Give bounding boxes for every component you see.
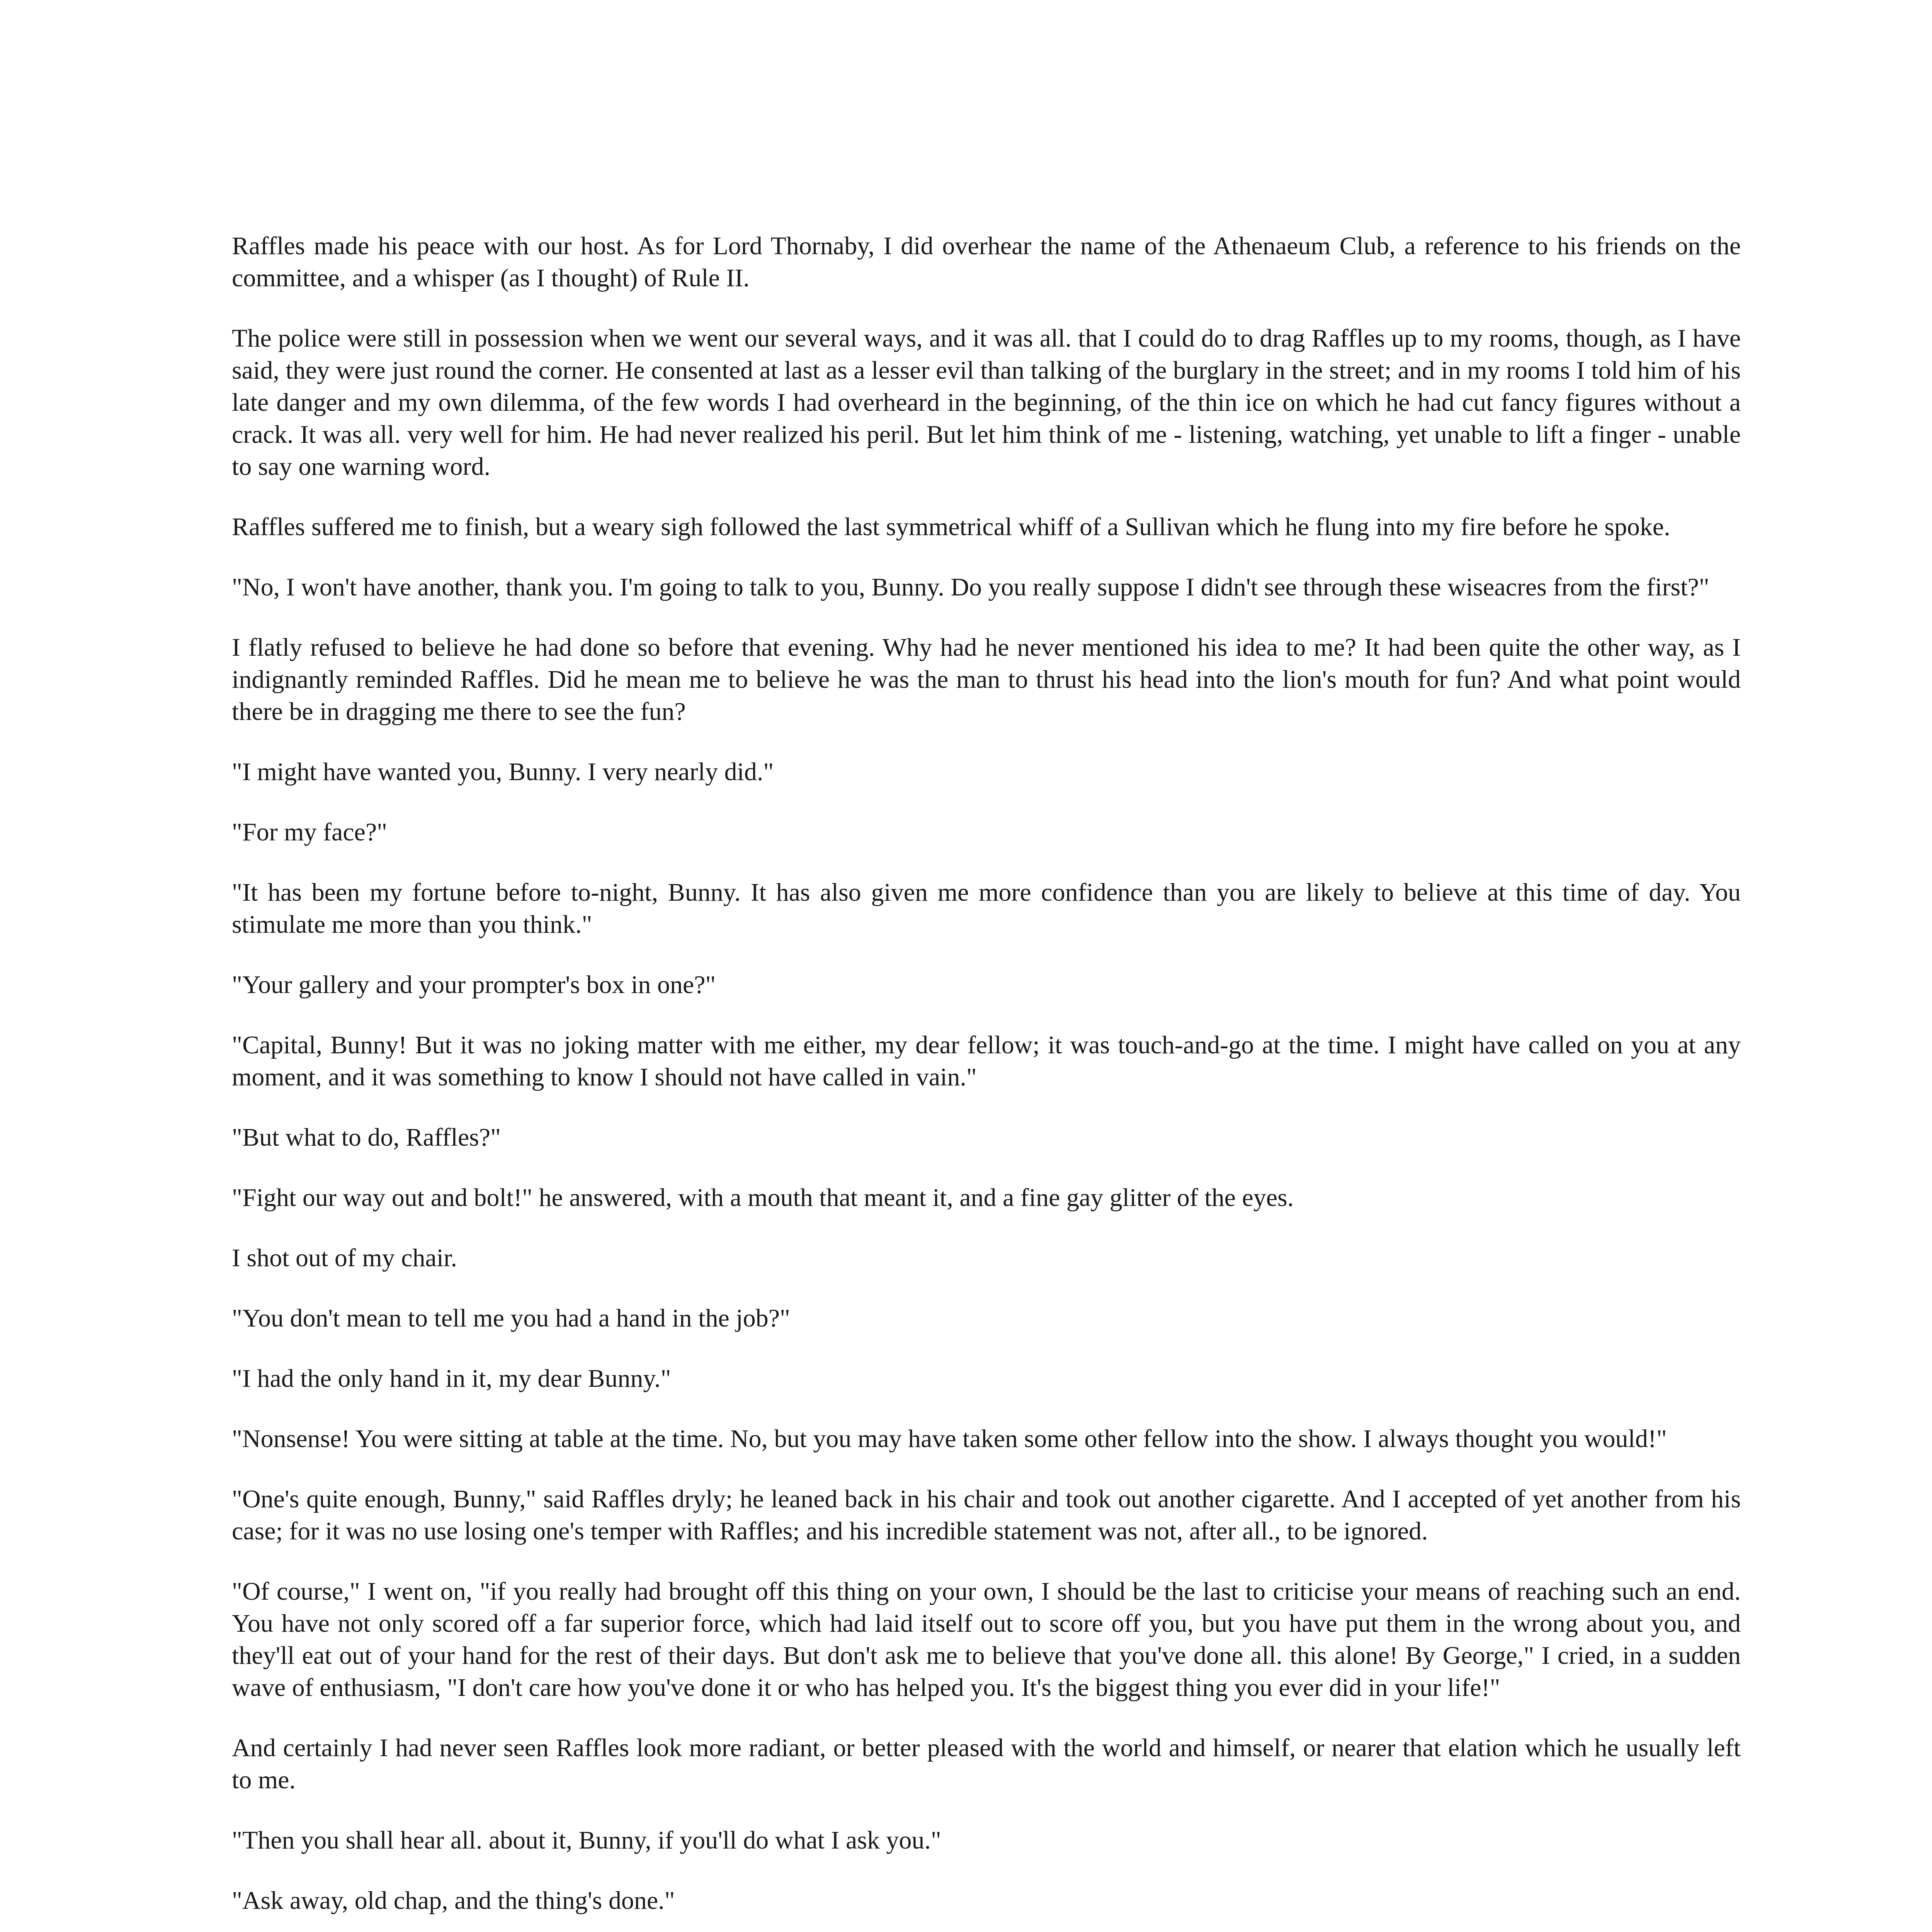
paragraph: "You don't mean to tell me you had a hand in the job?" — [232, 1304, 790, 1332]
paragraph: I flatly refused to believe he had done so before that evening. Why had he never mentioned his idea to me? It had been quite the other way, as I indignantly reminded Raffles. Did he mean me to believe he was the man to thrust his head into the lion's mouth for fun? And what point would there be in dragging me there to see the fun? — [232, 633, 1741, 726]
paragraph: "It has been my fortune before to-night, Bunny. It has also given me more confidence than you are likely to believe at this time of day. You stimulate me more than you think." — [232, 878, 1741, 939]
paragraph: "Capital, Bunny! But it was no joking matter with me either, my dear fellow; it was touch-and-go at the time. I might have called on you at any moment, and it was something to know I should not have called in vain." — [232, 1031, 1741, 1091]
paragraph: "No, I won't have another, thank you. I'm going to talk to you, Bunny. Do you really suppose I didn't see through these wiseacres from the first?" — [232, 573, 1709, 601]
paragraph: I shot out of my chair. — [232, 1244, 457, 1272]
paragraph: "For my face?" — [232, 818, 388, 846]
paragraph: "But what to do, Raffles?" — [232, 1123, 501, 1151]
paragraph: "Of course," I went on, "if you really had brought off this thing on your own, I should be the last to criticise your means of reaching such an end. You have not only scored off a far superior force, which had laid itself out to score off you, but you have put them in the wrong about you, and they'll eat out of your hand for the rest of their days. But don't ask me to believe that you've done all. this alone! By George," I cried, in a sudden wave of enthusiasm, "I don't care how you've done it or who has helped you. It's the biggest thing you ever did in your life!" — [232, 1577, 1741, 1702]
paragraph: "I had the only hand in it, my dear Bunny." — [232, 1364, 671, 1393]
paragraph: And certainly I had never seen Raffles look more radiant, or better pleased with the world and himself, or nearer that elation which he usually left to me. — [232, 1734, 1741, 1794]
paragraph: "Fight our way out and bolt!" he answered, with a mouth that meant it, and a fine gay glitter of the eyes. — [232, 1184, 1294, 1212]
paragraph: The police were still in possession when we went our several ways, and it was all. that I could do to drag Raffles up to my rooms, though, as I have said, they were just round the corner. He consented at last as a lesser evil than talking of the burglary in the street; and in my rooms I told him of his late danger and my own dilemma, of the few words I had overheard in the beginning, of the thin ice on which he had cut fancy figures without a crack. It was all. very well for him. He had never realized his peril. But let him think of me - listening, watching, yet unable to lift a finger - unable to say one warning word. — [232, 324, 1741, 481]
body-text — [232, 230, 1741, 1932]
paragraph: "I might have wanted you, Bunny. I very nearly did." — [232, 758, 774, 786]
paragraph: "Your gallery and your prompter's box in one?" — [232, 971, 716, 999]
paragraph: "One's quite enough, Bunny," said Raffles dryly; he leaned back in his chair and took out another cigarette. And I accepted of yet another from his case; for it was no use losing one's temper with Raffles; and his incredible statement was not, after all., to be ignored. — [232, 1485, 1741, 1545]
paragraph: Raffles suffered me to finish, but a weary sigh followed the last symmetrical whiff of a Sullivan which he flung into my fire before he spoke. — [232, 513, 1670, 541]
paragraph: Raffles made his peace with our host. As for Lord Thornaby, I did overhear the name of the Athenaeum Club, a reference to his friends on the committee, and a whisper (as I thought) of Rule II. — [232, 232, 1741, 292]
paragraph: "Nonsense! You were sitting at table at the time. No, but you may have taken some other fellow into the show. I always thought you would!" — [232, 1425, 1667, 1453]
paragraph: "Then you shall hear all. about it, Bunny, if you'll do what I ask you." — [232, 1826, 941, 1854]
paragraph: "Ask away, old chap, and the thing's done." — [232, 1886, 675, 1915]
